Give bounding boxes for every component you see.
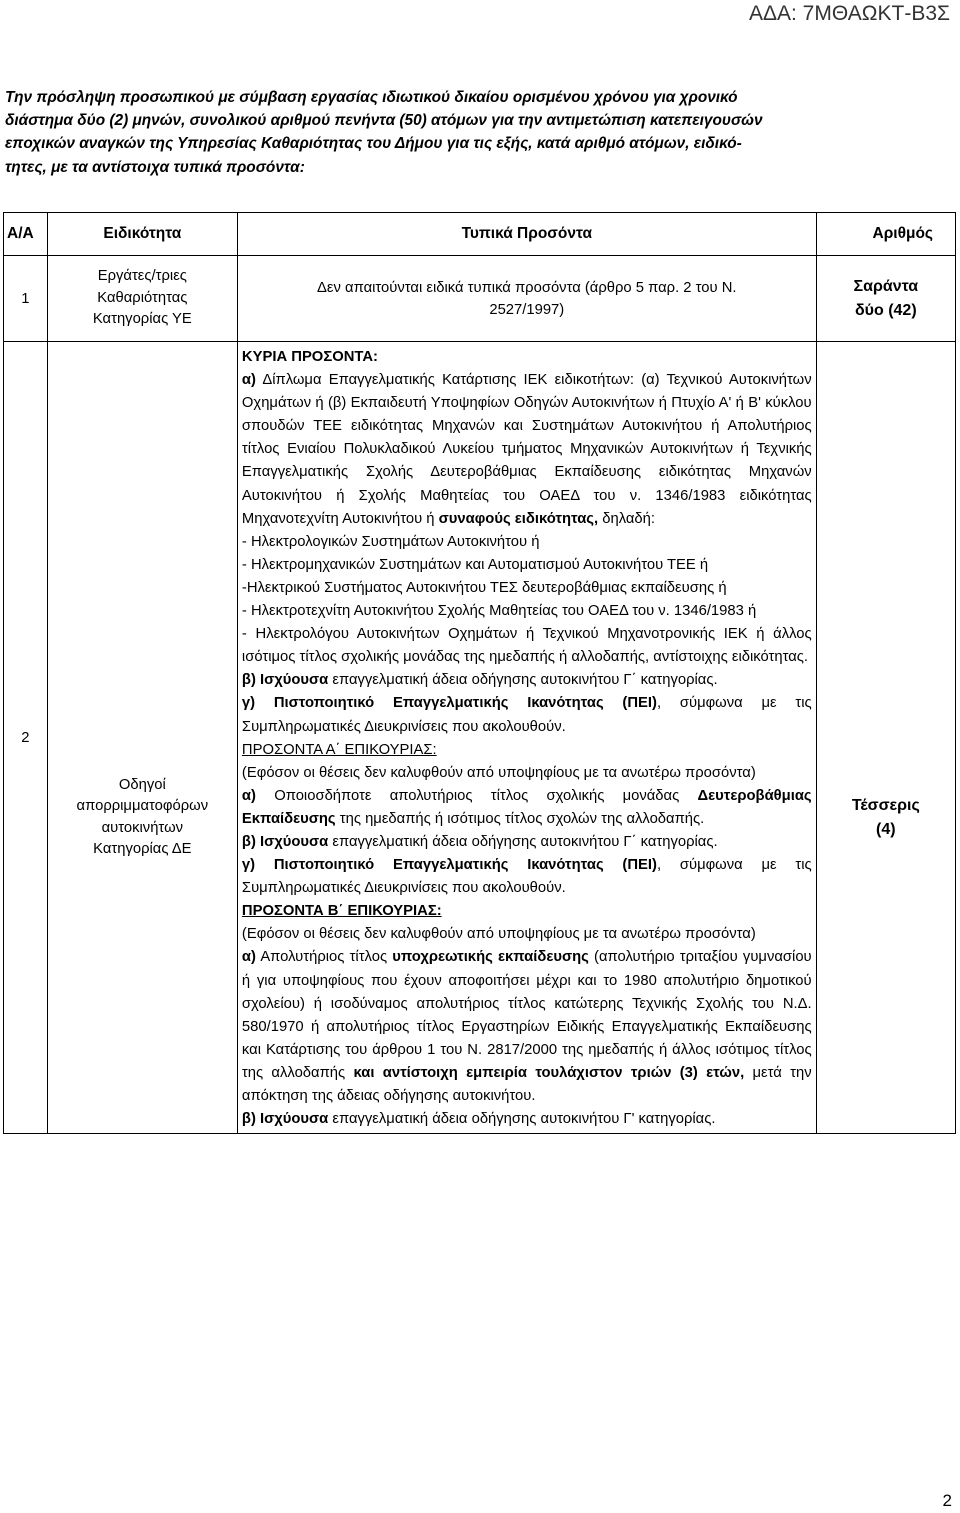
item-label: α): [241, 787, 256, 804]
auxiliary-note: (Εφόσον οι θέσεις δεν καλυφθούν από υποψηφίους με τα ανωτέρω προσόντα): [241, 926, 756, 943]
ada-code: ΑΔΑ: 7ΜΘΑΩΚΤ-Β3Σ: [748, 2, 950, 25]
positions-table: [3, 212, 956, 1134]
qualification-line: Δεν απαιτούνται ειδικά τυπικά προσόντα (άρθρο 5 παρ. 2 του Ν.: [317, 279, 737, 296]
specialty-line: Κατηγορίας ΥΕ: [92, 311, 192, 328]
item-text: Δίπλωμα Επαγγελματικής Κατάρτισης ΙΕΚ ειδικοτήτων: (α) Τεχνικού Αυτοκινήτων Οχημάτων ή (β) Εκπαιδευτή Υποψηφίων Οδηγών Αυτοκινήτων ή Πτυχίο Α' ή Β' κύκλου σπουδών ΤΕΕ ειδικότητας Μηχανών και Συστημάτων Αυτοκινήτου ή Απολυτήριος τίτλος Ενιαίου Πολυκλαδικού Λυκείου τμήματος Μηχανικών Αυτοκινήτων ή Τεχνικής Επαγγελματικής Σχολής Δευτεροβάθμιας Εκπαίδευσης ειδικότητας Μηχανών Αυτοκινήτου ή Σχολής Μαθητείας του ΟΑΕΔ του ν. 1346/1983 ειδικότητας Μηχανοτεχνίτη Αυτοκινήτου ή: [241, 372, 812, 527]
specialty-line: Οδηγοί: [118, 776, 166, 793]
intro-line: Την πρόσληψη προσωπικού με σύμβαση εργασίας ιδιωτικού δικαίου ορισμένου χρόνου για χρονικό: [5, 89, 738, 106]
qualifications-cell: [237, 342, 816, 1134]
b-auxiliary-title: ΠΡΟΣΟΝΤΑ Β΄ ΕΠΙΚΟΥΡΙΑΣ:: [241, 903, 442, 920]
specialty-line: αυτοκινήτων: [101, 819, 184, 836]
page-number: 2: [942, 1491, 952, 1510]
intro-line: διάστημα δύο (2) μηνών, συνολικού αριθμού πενήντα (50) ατόμων για την αντιμετώπιση κατεπειγουσών: [5, 112, 763, 130]
list-item: - Ηλεκτρολόγου Αυτοκινήτων Οχημάτων ή Τεχνικού Μηχανοτρονικής ΙΕΚ ή άλλος ισότιμος τίτλος σχολικής μονάδας της ημεδαπής ή αλλοδαπής, αντίστοιχης ειδικότητας.: [241, 626, 812, 666]
list-item: - Ηλεκτρομηχανικών Συστημάτων και Αυτοματισμού Αυτοκινήτου ΤΕΕ ή: [241, 556, 709, 573]
list-item: -Ηλεκτρικού Συστήματος Αυτοκινήτου ΤΕΣ δευτεροβάθμιας εκπαίδευσης ή: [241, 579, 727, 596]
qualifications-cell: [237, 256, 816, 342]
header-aa: Α/Α: [4, 213, 48, 256]
item-emphasis: και αντίστοιχη εμπειρία τουλάχιστον τριών (3) ετών,: [353, 1064, 745, 1081]
item-text: , σύμφωνα με τις Συμπληρωματικές Διευκρινίσεις που ακολουθούν.: [241, 695, 812, 735]
auxiliary-note: (Εφόσον οι θέσεις δεν καλυφθούν από υποψηφίους με τα ανωτέρω προσόντα): [241, 764, 756, 781]
intro-line: εποχικών αναγκών της Υπηρεσίας Καθαριότητας του Δήμου για τις εξής, κατά αριθμό ατόμων, ειδικό-: [5, 135, 742, 153]
item-text: , σύμφωνα με τις Συμπληρωματικές Διευκρινίσεις που ακολουθούν.: [241, 857, 812, 897]
item-emphasis: συναφούς ειδικότητας,: [438, 510, 599, 527]
count-cell: [816, 256, 955, 342]
item-emphasis: β) Ισχύουσα: [241, 672, 329, 689]
item-emphasis: β) Ισχύουσα: [241, 1111, 329, 1128]
list-item: - Ηλεκτρολογικών Συστημάτων Αυτοκινήτου ή: [241, 533, 540, 550]
item-emphasis: β) Ισχύουσα: [241, 833, 329, 850]
row-number: 2: [4, 342, 48, 1134]
header-qualifications: Τυπικά Προσόντα: [237, 213, 816, 256]
intro-paragraph: [5, 86, 955, 179]
specialty-line: Εργάτες/τριες: [97, 268, 187, 285]
item-text: μετά την απόκτηση της άδειας οδήγησης αυτοκινήτου.: [241, 1064, 812, 1104]
item-text: Οποιοσδήποτε απολυτήριος τίτλος σχολικής μονάδας: [274, 787, 680, 804]
specialty-line: Καθαριότητας: [97, 289, 188, 306]
count-cell: [816, 342, 955, 1134]
item-text: επαγγελματική άδεια οδήγησης αυτοκινήτου Γ΄ κατηγορίας.: [332, 833, 718, 850]
specialty-cell: [47, 342, 237, 1134]
count-line: (4): [876, 820, 896, 838]
intro-line: τητες, με τα αντίστοιχα τυπικά προσόντα:: [5, 158, 305, 176]
item-emphasis: υποχρεωτικής εκπαίδευσης: [392, 949, 589, 966]
specialty-line: Κατηγορίας ΔΕ: [93, 841, 192, 858]
specialty-cell: [47, 256, 237, 342]
table-row: [4, 256, 956, 342]
a-auxiliary-title: ΠΡΟΣΟΝΤΑ Α΄ ΕΠΙΚΟΥΡΙΑΣ:: [241, 741, 437, 758]
item-label: α): [241, 949, 256, 966]
item-emphasis: γ) Πιστοποιητικό Επαγγελματικής Ικανότητας (ΠΕΙ): [241, 857, 657, 874]
table-row: [4, 342, 956, 1134]
item-text: επαγγελματική άδεια οδήγησης αυτοκινήτου Γ' κατηγορίας.: [332, 1111, 716, 1128]
qualification-line: 2527/1997): [489, 301, 565, 318]
item-label: α): [241, 372, 256, 389]
item-emphasis: Δευτεροβάθμιας Εκπαίδευσης: [241, 787, 812, 827]
table-header-row: [4, 213, 956, 256]
count-line: Τέσσερις: [851, 796, 920, 814]
item-text: επαγγελματική άδεια οδήγησης αυτοκινήτου Γ΄ κατηγορίας.: [332, 672, 718, 689]
header-specialty: Ειδικότητα: [47, 213, 237, 256]
item-text: Απολυτήριος τίτλος: [260, 949, 388, 966]
count-line: δύο (42): [854, 301, 917, 319]
item-text: δηλαδή:: [602, 510, 656, 527]
row-number: 1: [4, 256, 48, 342]
specialty-line: απορριμματοφόρων: [76, 798, 209, 815]
item-text: (απολυτήριο τριταξίου γυμνασίου ή για υποψηφίους που έχουν αποφοιτήσει μέχρι και το 1980 απολυτήριο δημοτικού σχολείου) ή ισοδύναμος απολυτήριος τίτλος κατώτερης Τεχνικής Σχολής του Ν.Δ. 580/1970 ή απολυτήριος τίτλος Εργαστηρίων Ειδικής Επαγγελματικής Εκπαίδευσης και Κατάρτισης του άρθρου 1 του Ν. 2817/2000 της ημεδαπής ή άλλος ισότιμος τίτλος της αλλοδαπής: [241, 949, 812, 1081]
count-line: Σαράντα: [853, 277, 919, 295]
header-count: Αριθμός: [816, 213, 955, 256]
item-emphasis: γ) Πιστοποιητικό Επαγγελματικής Ικανότητας (ΠΕΙ): [241, 695, 657, 712]
main-qualifications-title: ΚΥΡΙΑ ΠΡΟΣΟΝΤΑ:: [241, 349, 378, 365]
item-text: της ημεδαπής ή ισότιμος τίτλος σχολών της αλλοδαπής.: [339, 810, 705, 827]
list-item: - Ηλεκτροτεχνίτη Αυτοκινήτου Σχολής Μαθητείας του ΟΑΕΔ του ν. 1346/1983 ή: [241, 603, 757, 620]
